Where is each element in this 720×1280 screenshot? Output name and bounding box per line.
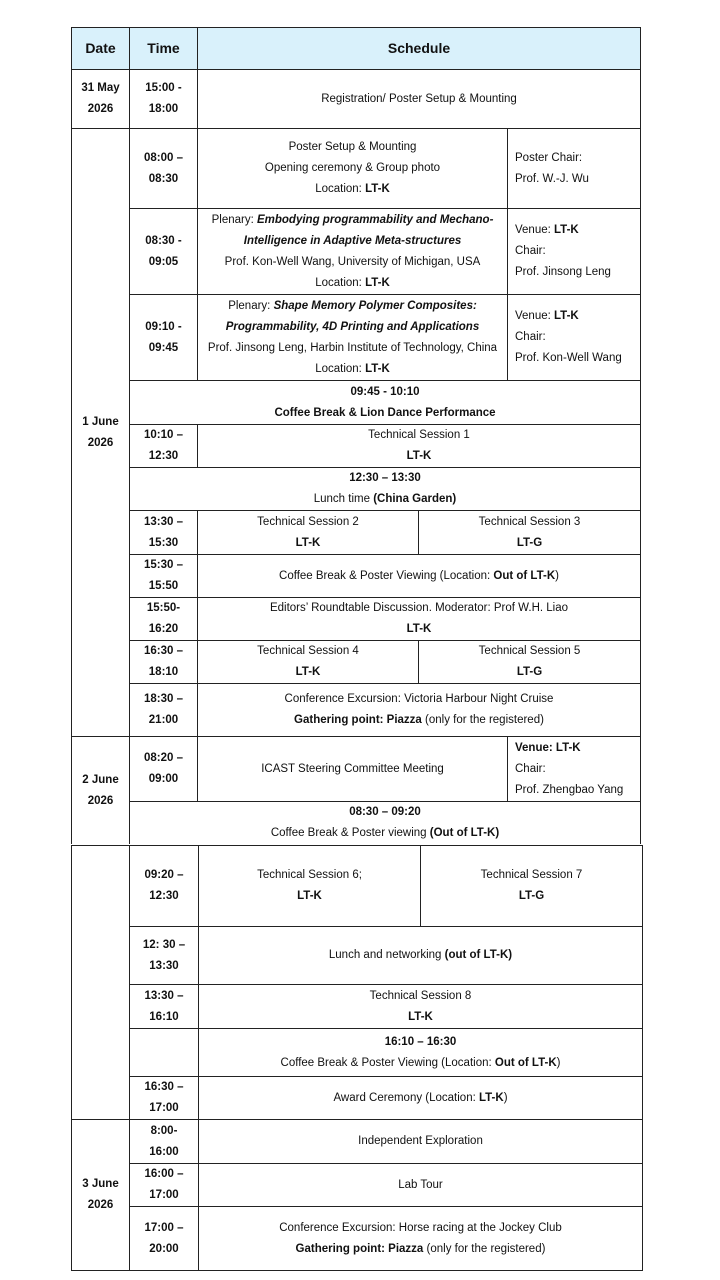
break-time: 08:30 – 09:20 bbox=[349, 806, 421, 818]
session-title: Technical Session 7 bbox=[480, 869, 583, 881]
time-cell bbox=[130, 846, 199, 927]
time-cell bbox=[130, 737, 198, 802]
table-row bbox=[72, 295, 641, 381]
date-header: Date bbox=[72, 28, 130, 70]
time-line: 15:50- bbox=[146, 602, 181, 614]
time-line: 16:00 – bbox=[144, 1168, 184, 1180]
date-line: 2026 bbox=[87, 794, 114, 807]
event-title: Editors’ Roundtable Discussion. Moderator: Prof W.H. Liao bbox=[269, 602, 569, 614]
chair-cell bbox=[508, 129, 641, 209]
table-row bbox=[72, 511, 641, 555]
time-cell-empty bbox=[130, 1029, 199, 1077]
table-row bbox=[72, 381, 641, 425]
time-cell bbox=[130, 927, 199, 985]
event-title: Opening ceremony & Group photo bbox=[264, 162, 441, 174]
date-cell bbox=[72, 129, 130, 737]
break-title: Coffee Break & Poster viewing bbox=[270, 827, 430, 839]
time-line: 12: 30 – bbox=[142, 938, 186, 951]
time-cell bbox=[130, 511, 198, 555]
parallel-session bbox=[419, 511, 640, 554]
chair-name: Prof. Zhengbao Yang bbox=[515, 783, 624, 796]
session-location: LT-G bbox=[516, 536, 543, 549]
break-location: (China Garden) bbox=[373, 493, 457, 505]
date-line: 2026 bbox=[87, 1199, 114, 1211]
venue-label: Venue: bbox=[515, 310, 555, 322]
event-title: Conference Excursion: Victoria Harbour Night Cruise bbox=[284, 693, 554, 705]
chair-cell bbox=[508, 295, 641, 381]
time-line: 09:45 bbox=[148, 341, 179, 354]
date-cell bbox=[72, 737, 130, 845]
gathering-point: Gathering point: Piazza bbox=[294, 714, 422, 726]
parallel-session bbox=[198, 511, 419, 554]
plenary-title: Intelligence in Adaptive Meta-structures bbox=[243, 234, 462, 247]
time-line: 15:30 – bbox=[143, 559, 183, 571]
table-row bbox=[72, 1207, 643, 1271]
table-row bbox=[72, 985, 643, 1029]
location-label: Location: bbox=[315, 183, 366, 195]
note: (only for the registered) bbox=[421, 714, 544, 726]
session-location: LT-K bbox=[297, 890, 322, 902]
time-cell bbox=[130, 1077, 199, 1120]
time-line: 13:30 bbox=[149, 959, 179, 972]
time-line: 10:10 – bbox=[143, 429, 183, 441]
time-line: 15:30 bbox=[148, 536, 179, 549]
chair-name: Prof. Jinsong Leng bbox=[515, 266, 611, 278]
punctuation: ) bbox=[556, 1056, 561, 1069]
table-row bbox=[72, 1029, 643, 1077]
session-location: LT-K bbox=[406, 450, 432, 462]
location-value: LT-K bbox=[365, 362, 390, 375]
punctuation: ) bbox=[503, 1091, 508, 1104]
plenary-title: Embodying programmability and Mechano- bbox=[256, 213, 494, 226]
speaker: Prof. Jinsong Leng, Harbin Institute of Technology, China bbox=[207, 341, 498, 354]
chair-name: Prof. Kon-Well Wang bbox=[515, 352, 622, 364]
table-row bbox=[72, 555, 641, 598]
time-line: 17:00 – bbox=[144, 1221, 184, 1234]
schedule-cell: Registration/ Poster Setup & Mounting bbox=[198, 70, 641, 129]
schedule-cell bbox=[199, 927, 643, 985]
session-title: Technical Session 8 bbox=[369, 989, 472, 1002]
location-label: Location: bbox=[315, 276, 366, 289]
date-cell-continued bbox=[72, 846, 130, 1120]
table-row bbox=[72, 129, 641, 209]
schedule-table-part-3 bbox=[71, 1119, 643, 1271]
time-line: 20:00 bbox=[149, 1242, 179, 1255]
table-row bbox=[72, 209, 641, 295]
table-row bbox=[72, 598, 641, 641]
time-line: 08:00 – bbox=[143, 151, 183, 164]
session-location: LT-K bbox=[295, 536, 321, 549]
date-line: 31 May bbox=[81, 82, 120, 94]
break-time: 16:10 – 16:30 bbox=[384, 1035, 457, 1048]
schedule-cell: Lab Tour bbox=[199, 1164, 643, 1207]
parallel-session bbox=[421, 846, 643, 927]
schedule-header: Schedule bbox=[198, 28, 641, 70]
time-line: 17:00 bbox=[149, 1189, 179, 1201]
date-line: 3 June bbox=[82, 1178, 119, 1190]
time-cell bbox=[130, 295, 198, 381]
chair-label: Poster Chair: bbox=[515, 151, 583, 164]
event-title: Conference Excursion: Horse racing at the Jockey Club bbox=[279, 1221, 562, 1234]
location-value: Out of LT-K bbox=[493, 569, 556, 582]
time-line: 12:30 bbox=[149, 890, 179, 902]
venue-value: LT-K bbox=[554, 224, 579, 236]
date-line: 1 June bbox=[82, 415, 119, 428]
schedule-cell bbox=[199, 1207, 643, 1271]
event-title: Award Ceremony (Location: bbox=[333, 1091, 479, 1104]
time-cell bbox=[130, 555, 198, 598]
break-title: Lunch time bbox=[313, 493, 374, 505]
time-line: 18:10 bbox=[148, 666, 179, 678]
location-label: Location: bbox=[315, 362, 366, 375]
time-line: 15:00 - bbox=[145, 82, 182, 94]
time-line: 09:00 bbox=[148, 773, 179, 785]
time-line: 17:00 bbox=[149, 1102, 179, 1114]
schedule-cell bbox=[198, 684, 641, 737]
plenary-label: Plenary: bbox=[211, 213, 257, 226]
table-row bbox=[72, 425, 641, 468]
break-cell bbox=[199, 1029, 643, 1077]
venue-label: Venue: bbox=[515, 224, 555, 236]
table-row bbox=[72, 737, 641, 802]
date-cell bbox=[72, 70, 130, 129]
time-line: 16:30 – bbox=[143, 645, 183, 657]
schedule-cell bbox=[199, 1077, 643, 1120]
time-line: 18:00 bbox=[148, 103, 179, 115]
time-line: 8:00- bbox=[150, 1124, 178, 1137]
time-line: 21:00 bbox=[148, 714, 179, 726]
break-cell bbox=[130, 468, 641, 511]
schedule-cell bbox=[198, 555, 641, 598]
time-line: 13:30 – bbox=[144, 989, 184, 1002]
time-line: 09:05 bbox=[148, 255, 179, 268]
chair-cell bbox=[508, 209, 641, 295]
time-line: 18:30 – bbox=[143, 693, 183, 705]
date-line: 2026 bbox=[87, 103, 114, 115]
parallel-session bbox=[419, 641, 640, 683]
table-row bbox=[72, 802, 641, 845]
session-location: LT-K bbox=[295, 666, 321, 678]
time-line: 16:10 bbox=[149, 1010, 179, 1023]
table-row bbox=[72, 1164, 643, 1207]
time-cell bbox=[130, 985, 199, 1029]
event-title: Poster Setup & Mounting bbox=[288, 141, 417, 153]
time-cell bbox=[130, 1120, 199, 1164]
time-cell bbox=[130, 70, 198, 129]
time-line: 09:20 – bbox=[144, 869, 184, 881]
time-header: Time bbox=[130, 28, 198, 70]
schedule-table-part-1 bbox=[71, 27, 641, 844]
date-cell bbox=[72, 1120, 130, 1271]
location-value: LT-K bbox=[365, 276, 390, 289]
location-value: (out of LT-K) bbox=[444, 949, 513, 961]
time-cell bbox=[130, 425, 198, 468]
time-cell bbox=[130, 1164, 199, 1207]
plenary-label: Plenary: bbox=[228, 299, 274, 312]
time-cell bbox=[130, 684, 198, 737]
schedule-cell bbox=[198, 129, 508, 209]
time-cell bbox=[130, 1207, 199, 1271]
parallel-sessions-cell bbox=[198, 641, 641, 684]
break-time: 09:45 - 10:10 bbox=[350, 385, 420, 398]
chair-label: Chair: bbox=[515, 762, 546, 775]
speaker: Prof. Kon-Well Wang, University of Michigan, USA bbox=[224, 255, 481, 268]
session-title: Technical Session 3 bbox=[478, 515, 581, 528]
event-title: Lunch and networking bbox=[328, 949, 445, 961]
time-line: 13:30 – bbox=[143, 515, 183, 528]
schedule-cell: ICAST Steering Committee Meeting bbox=[198, 737, 508, 802]
punctuation: ) bbox=[555, 569, 559, 582]
time-line: 16:00 bbox=[149, 1145, 179, 1158]
chair-cell bbox=[508, 737, 641, 802]
time-line: 15:50 bbox=[148, 580, 179, 592]
chair-label: Chair: bbox=[515, 245, 546, 257]
break-location: (Out of LT-K) bbox=[429, 827, 500, 839]
chair-name: Prof. W.-J. Wu bbox=[515, 172, 589, 185]
location-value: LT-K bbox=[365, 183, 390, 195]
parallel-sessions-cell bbox=[198, 511, 641, 555]
session-location: LT-G bbox=[518, 890, 545, 902]
schedule-cell bbox=[198, 209, 508, 295]
time-line: 09:10 - bbox=[145, 320, 182, 333]
session-location: LT-K bbox=[408, 1010, 433, 1023]
session-title: Technical Session 6; bbox=[257, 869, 362, 881]
session-location: LT-G bbox=[516, 666, 543, 678]
schedule-cell: Independent Exploration bbox=[199, 1120, 643, 1164]
date-line: 2026 bbox=[87, 436, 114, 449]
table-row bbox=[72, 70, 641, 129]
break-cell bbox=[130, 802, 641, 845]
break-time: 12:30 – 13:30 bbox=[349, 472, 421, 484]
time-line: 08:30 - bbox=[145, 234, 182, 247]
time-cell bbox=[130, 129, 198, 209]
location-value: LT-K bbox=[406, 623, 432, 635]
header-row bbox=[72, 28, 641, 70]
table-row bbox=[72, 927, 643, 985]
parallel-session bbox=[198, 641, 419, 683]
schedule-table-part-2 bbox=[71, 845, 643, 1120]
time-cell bbox=[130, 209, 198, 295]
date-line: 2 June bbox=[82, 773, 119, 786]
gathering-point: Gathering point: Piazza bbox=[295, 1242, 424, 1255]
table-row bbox=[72, 1077, 643, 1120]
table-row bbox=[72, 846, 643, 927]
schedule-cell bbox=[198, 425, 641, 468]
time-cell bbox=[130, 641, 198, 684]
session-title: Technical Session 4 bbox=[257, 645, 359, 657]
break-cell bbox=[130, 381, 641, 425]
plenary-title: Shape Memory Polymer Composites: bbox=[273, 299, 477, 312]
time-line: 16:30 – bbox=[144, 1081, 184, 1093]
break-location: Out of LT-K bbox=[494, 1056, 557, 1069]
table-row bbox=[72, 468, 641, 511]
table-row bbox=[72, 684, 641, 737]
event-title: Coffee Break & Poster Viewing (Location: bbox=[279, 569, 494, 582]
schedule-cell bbox=[198, 295, 508, 381]
session-title: Technical Session 5 bbox=[478, 645, 581, 657]
schedule-cell bbox=[198, 598, 641, 641]
session-title: Technical Session 2 bbox=[257, 515, 359, 528]
table-row bbox=[72, 641, 641, 684]
time-line: 16:20 bbox=[148, 623, 179, 635]
plenary-title: Programmability, 4D Printing and Applications bbox=[225, 320, 480, 333]
time-line: 12:30 bbox=[148, 450, 179, 462]
venue-label: Venue: LT-K bbox=[515, 741, 581, 754]
parallel-session bbox=[199, 846, 421, 927]
break-title: Coffee Break & Poster Viewing (Location: bbox=[280, 1056, 495, 1069]
schedule-cell bbox=[199, 985, 643, 1029]
note: (only for the registered) bbox=[423, 1242, 546, 1255]
session-title: Technical Session 1 bbox=[368, 429, 470, 441]
location-value: LT-K bbox=[478, 1091, 504, 1104]
time-line: 08:20 – bbox=[143, 752, 183, 764]
time-cell bbox=[130, 598, 198, 641]
chair-label: Chair: bbox=[515, 331, 546, 343]
venue-value: LT-K bbox=[554, 310, 579, 322]
break-title: Coffee Break & Lion Dance Performance bbox=[274, 406, 496, 419]
time-line: 08:30 bbox=[148, 172, 179, 185]
table-row bbox=[72, 1120, 643, 1164]
